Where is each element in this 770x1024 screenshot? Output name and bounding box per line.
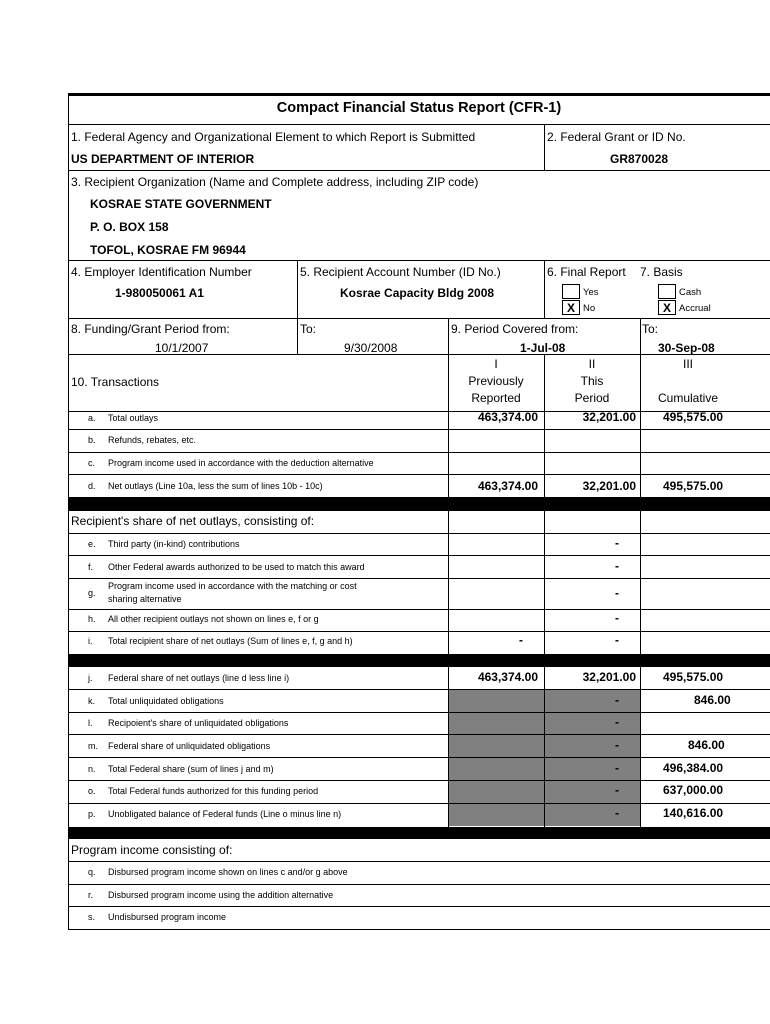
funding-period-to: 9/30/2008: [344, 341, 398, 355]
program-income-heading: Program income consisting of:: [71, 843, 233, 857]
federal-agency-value: US DEPARTMENT OF INTERIOR: [71, 152, 255, 166]
funding-period-to-label: To:: [300, 322, 317, 336]
row-j-cumulative: 495,575.00: [663, 670, 724, 684]
basis-label: 7. Basis: [640, 265, 683, 279]
final-report-yes-label: Yes: [583, 287, 599, 298]
row-g-label-line1: Program income used in accordance with the matching or cost: [108, 581, 357, 591]
final-report-label: 6. Final Report: [547, 265, 626, 279]
row-q-label: Disbursed program income shown on lines c and/or g above: [108, 867, 348, 877]
basis-accrual-checkbox[interactable]: X: [658, 300, 676, 315]
shaded-col-i: [449, 690, 544, 826]
basis-accrual-label: Accrual: [679, 303, 711, 314]
row-j-label: Federal share of net outlays (line d less line i): [108, 673, 290, 683]
row-g-letter: g.: [88, 588, 96, 598]
row-b-letter: b.: [88, 435, 96, 445]
row-f-label: Other Federal awards authorized to be used to match this award: [108, 562, 365, 572]
row-i-this-period: -: [615, 633, 619, 647]
grant-id-label: 2. Federal Grant or ID No.: [547, 130, 686, 144]
basis-cash-checkbox[interactable]: [658, 284, 676, 299]
col-ii-number: II: [588, 357, 596, 371]
period-covered-label: 9. Period Covered from:: [451, 322, 579, 336]
recipient-account-label: 5. Recipient Account Number (ID No.): [300, 265, 501, 279]
row-r-label: Disbursed program income using the addition alternative: [108, 890, 334, 900]
row-g-this-period: -: [615, 586, 619, 600]
section-divider-3: [68, 827, 770, 839]
top-border: [68, 93, 770, 96]
row-o-label: Total Federal funds authorized for this funding period: [108, 786, 319, 796]
period-covered-from: 1-Jul-08: [520, 341, 566, 355]
form-title: Compact Financial Status Report (CFR-1): [276, 100, 562, 116]
row-a-letter: a.: [88, 413, 96, 423]
col-ii-line2: Period: [574, 391, 610, 405]
row-b-label: Refunds, rebates, etc.: [108, 435, 197, 445]
row-m-cumulative: 846.00: [688, 738, 725, 752]
row-p-label: Unobligated balance of Federal funds (Line o minus line n): [108, 809, 342, 819]
federal-agency-label: 1. Federal Agency and Organizational Element to which Report is Submitted: [71, 130, 476, 144]
row-m-this-period: -: [615, 738, 619, 752]
col-iii-line1: Cumulative: [657, 391, 719, 405]
section-divider: [68, 497, 770, 511]
row-q-letter: q.: [88, 867, 96, 877]
row-f-this-period: -: [615, 559, 619, 573]
row-g-label-line2: sharing alternative: [108, 594, 182, 604]
row-n-letter: n.: [88, 764, 96, 774]
grant-id-value: GR870028: [610, 152, 669, 166]
basis-cash-label: Cash: [679, 287, 702, 298]
row-s-label: Undisbursed program income: [108, 912, 227, 922]
row-i-previous: -: [519, 633, 523, 647]
row-i-letter: i.: [88, 636, 93, 646]
row-o-this-period: -: [615, 783, 619, 797]
col-ii-line1: This: [580, 374, 604, 388]
bottom-border: [68, 929, 770, 930]
recipient-share-heading: Recipient's share of net outlays, consisting of:: [71, 514, 315, 528]
row-l-this-period: -: [615, 715, 619, 729]
final-report-no-label: No: [583, 303, 596, 314]
row-d-cumulative: 495,575.00: [663, 479, 724, 493]
recipient-org-box: P. O. BOX 158: [90, 220, 169, 234]
row-e-this-period: -: [615, 536, 619, 550]
row-m-label: Federal share of unliquidated obligations: [108, 741, 271, 751]
row-c-label: Program income used in accordance with the deduction alternative: [108, 458, 374, 468]
row-d-letter: d.: [88, 481, 96, 491]
row-c-letter: c.: [88, 458, 96, 468]
row-a-this-period: 32,201.00: [582, 410, 636, 424]
ein-value: 1-980050061 A1: [115, 286, 204, 300]
row-j-previous: 463,374.00: [477, 670, 538, 684]
row-p-cumulative: 140,616.00: [663, 806, 724, 820]
col-i-number: I: [494, 357, 498, 371]
recipient-org-city: TOFOL, KOSRAE FM 96944: [90, 243, 246, 257]
row-i-label: Total recipient share of net outlays (Sum of lines e, f, g and h): [108, 636, 353, 646]
section-divider-2: [68, 654, 770, 667]
row-e-letter: e.: [88, 539, 96, 549]
row-f-letter: f.: [88, 562, 94, 572]
recipient-org-name: KOSRAE STATE GOVERNMENT: [90, 197, 272, 211]
period-covered-to-label: To:: [642, 322, 659, 336]
row-j-this-period: 32,201.00: [582, 670, 636, 684]
row-a-cumulative: 495,575.00: [663, 410, 724, 424]
ein-label: 4. Employer Identification Number: [71, 265, 252, 279]
row-a-previous: 463,374.00: [477, 410, 538, 424]
row-a-label: Total outlays: [108, 413, 159, 423]
row-k-cumulative: 846.00: [694, 693, 731, 707]
period-covered-to: 30-Sep-08: [658, 341, 715, 355]
row-l-label: Recipoient's share of unliquidated obligations: [108, 718, 289, 728]
row-d-previous: 463,374.00: [477, 479, 538, 493]
shaded-col-ii: [545, 690, 640, 826]
row-n-label: Total Federal share (sum of lines j and m): [108, 764, 274, 774]
row-k-letter: k.: [88, 696, 96, 706]
col-i-line2: Reported: [471, 391, 521, 405]
row-j-letter: j.: [88, 673, 93, 683]
row-k-this-period: -: [615, 693, 619, 707]
row-s-letter: s.: [88, 912, 96, 922]
transactions-heading: 10. Transactions: [71, 375, 160, 389]
col-i-line1: Previously: [468, 374, 524, 388]
row-h-label: All other recipient outlays not shown on lines e, f or g: [108, 614, 319, 624]
row-e-label: Third party (in-kind) contributions: [108, 539, 240, 549]
left-border: [68, 93, 69, 930]
row-d-label: Net outlays (Line 10a, less the sum of lines 10b - 10c): [108, 481, 323, 491]
recipient-org-label: 3. Recipient Organization (Name and Complete address, including ZIP code): [71, 175, 479, 189]
row-m-letter: m.: [88, 741, 98, 751]
row-n-cumulative: 496,384.00: [663, 761, 724, 775]
row-o-cumulative: 637,000.00: [663, 783, 724, 797]
row-p-this-period: -: [615, 806, 619, 820]
final-report-yes-checkbox[interactable]: [562, 284, 580, 299]
recipient-account-value: Kosrae Capacity Bldg 2008: [340, 286, 495, 300]
col-iii-number: III: [682, 357, 693, 371]
row-h-this-period: -: [615, 611, 619, 625]
final-report-no-checkbox[interactable]: X: [562, 300, 580, 315]
row-n-this-period: -: [615, 761, 619, 775]
row-o-letter: o.: [88, 786, 96, 796]
row-h-letter: h.: [88, 614, 96, 624]
row-l-letter: l.: [88, 718, 93, 728]
cfr-form: [68, 93, 770, 930]
funding-period-from: 10/1/2007: [155, 341, 209, 355]
row-d-this-period: 32,201.00: [582, 479, 636, 493]
row-p-letter: p.: [88, 809, 96, 819]
row-k-label: Total unliquidated obligations: [108, 696, 224, 706]
row-r-letter: r.: [88, 890, 94, 900]
funding-period-label: 8. Funding/Grant Period from:: [71, 322, 230, 336]
